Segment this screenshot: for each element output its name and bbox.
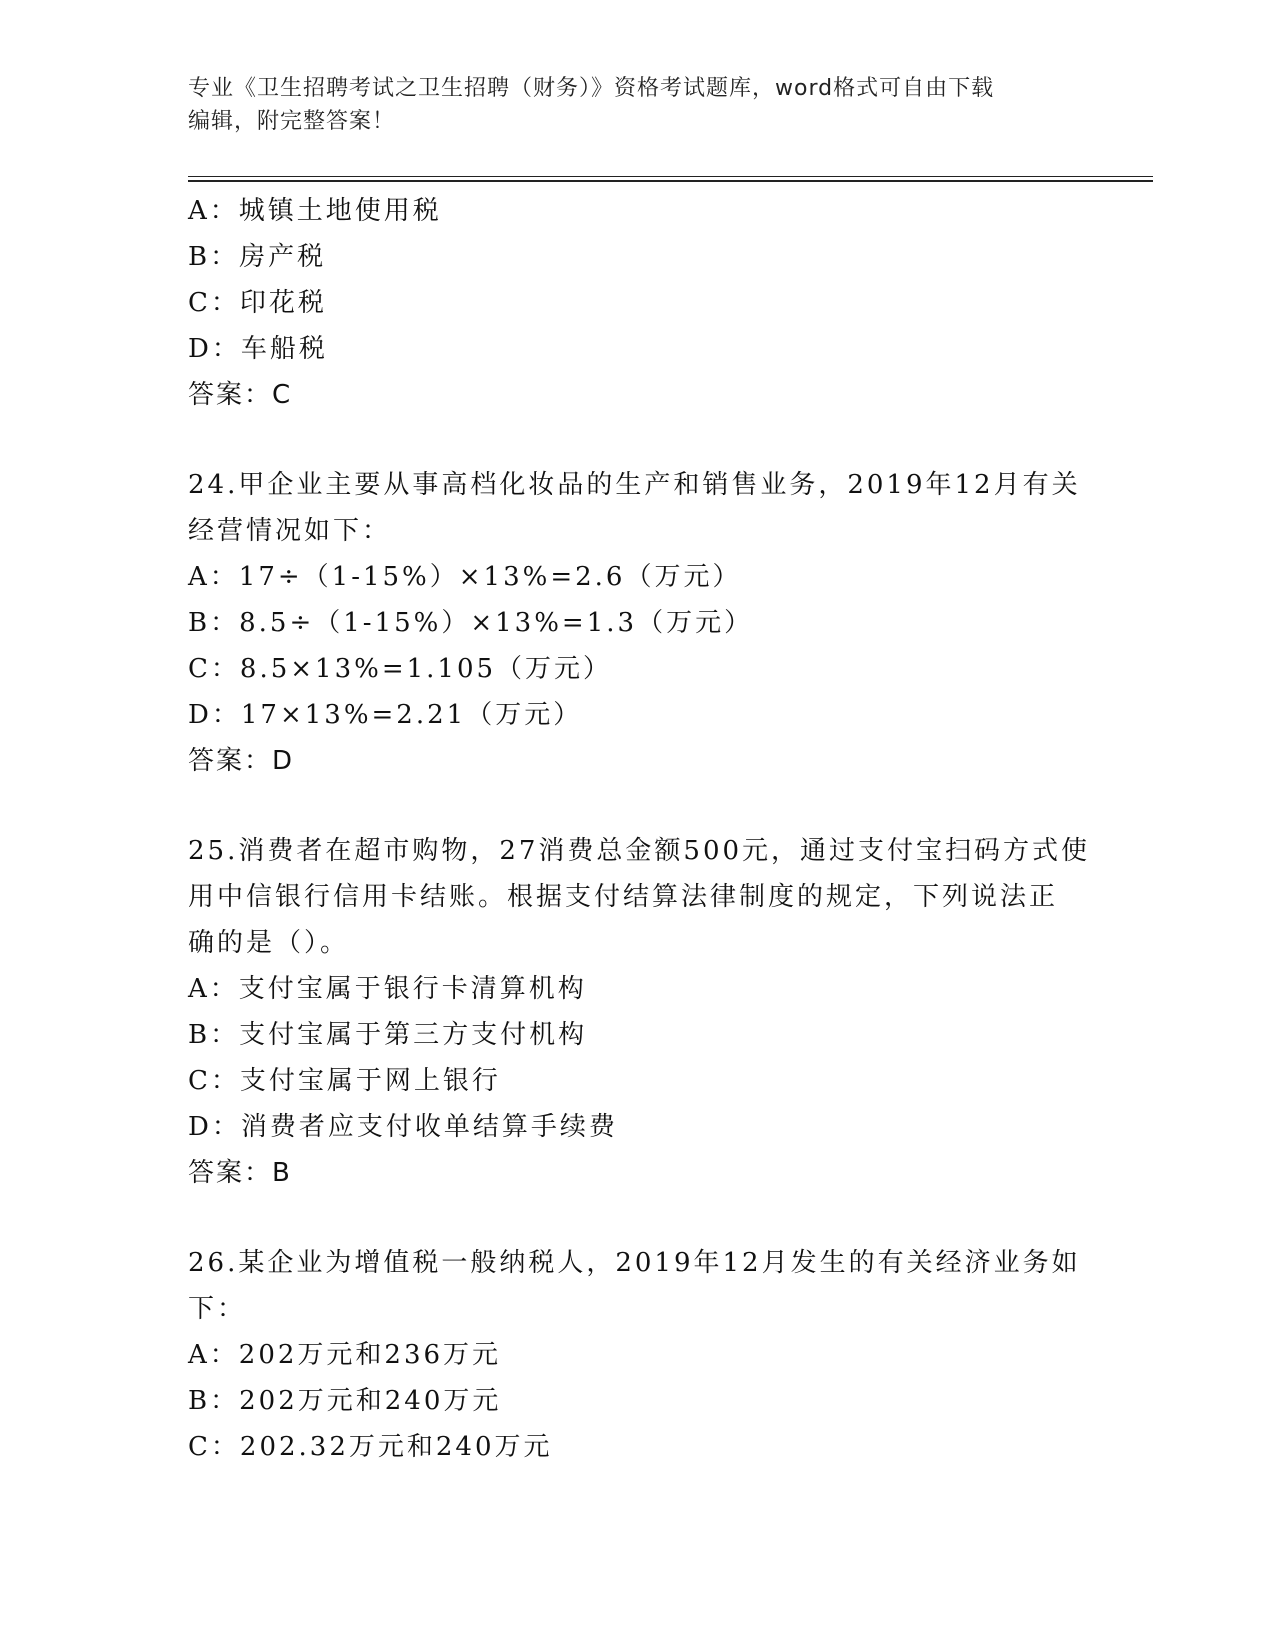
answer-line: 答案：D: [188, 746, 295, 776]
option-b: B：202万元和240万元: [188, 1386, 502, 1416]
option-b: B：8.5÷（1-15%）×13%=1.3（万元）: [188, 608, 754, 638]
header-line-1: 专业《卫生招聘考试之卫生招聘（财务）》资格考试题库，word格式可自由下载: [188, 76, 995, 101]
document-header: [188, 72, 1088, 138]
option-d: D：17×13%=2.21（万元）: [188, 700, 583, 730]
option-b: B：房产税: [188, 242, 327, 272]
question-list: [188, 188, 1091, 1470]
question-text-line: 确的是（）。: [188, 928, 350, 958]
option-c: C：印花税: [188, 288, 327, 318]
question-block-26: [188, 1240, 1088, 1470]
option-a: A：支付宝属于银行卡清算机构: [188, 974, 587, 1004]
question-text-line: 26.某企业为增值税一般纳税人，2019年12月发生的有关经济业务如: [188, 1248, 1081, 1278]
header-rule-thick: [188, 180, 1153, 182]
option-b: B：支付宝属于第三方支付机构: [188, 1020, 588, 1050]
question-text-line: 24.甲企业主要从事高档化妆品的生产和销售业务，2019年12月有关: [188, 470, 1081, 500]
option-c: C：202.32万元和240万元: [188, 1432, 553, 1462]
option-d: D：消费者应支付收单结算手续费: [188, 1112, 618, 1142]
spacer: [188, 784, 1088, 828]
option-d: D：车船税: [188, 334, 328, 364]
question-block-24: [188, 462, 1088, 784]
question-text-line: 经营情况如下：: [188, 516, 392, 546]
spacer: [188, 418, 1088, 462]
header-rule-thin: [188, 176, 1153, 177]
question-text-line: 用中信银行信用卡结账。根据支付结算法律制度的规定，下列说法正: [188, 882, 1059, 912]
option-a: A：202万元和236万元: [188, 1340, 502, 1370]
question-block-25: [188, 828, 1091, 1196]
question-text-line: 下：: [188, 1294, 247, 1324]
option-c: C：支付宝属于网上银行: [188, 1066, 501, 1096]
option-a: A：17÷（1-15%）×13%=2.6（万元）: [188, 562, 742, 592]
option-a: A：城镇土地使用税: [188, 196, 442, 226]
answer-line: 答案：C: [188, 380, 293, 410]
question-block-23: [188, 188, 1088, 418]
answer-line: 答案：B: [188, 1158, 292, 1188]
option-c: C：8.5×13%=1.105（万元）: [188, 654, 613, 684]
question-text-line: 25.消费者在超市购物，27消费总金额500元，通过支付宝扫码方式使: [188, 836, 1091, 866]
spacer: [188, 1196, 1088, 1240]
header-line-2: 编辑，附完整答案！: [188, 109, 396, 134]
